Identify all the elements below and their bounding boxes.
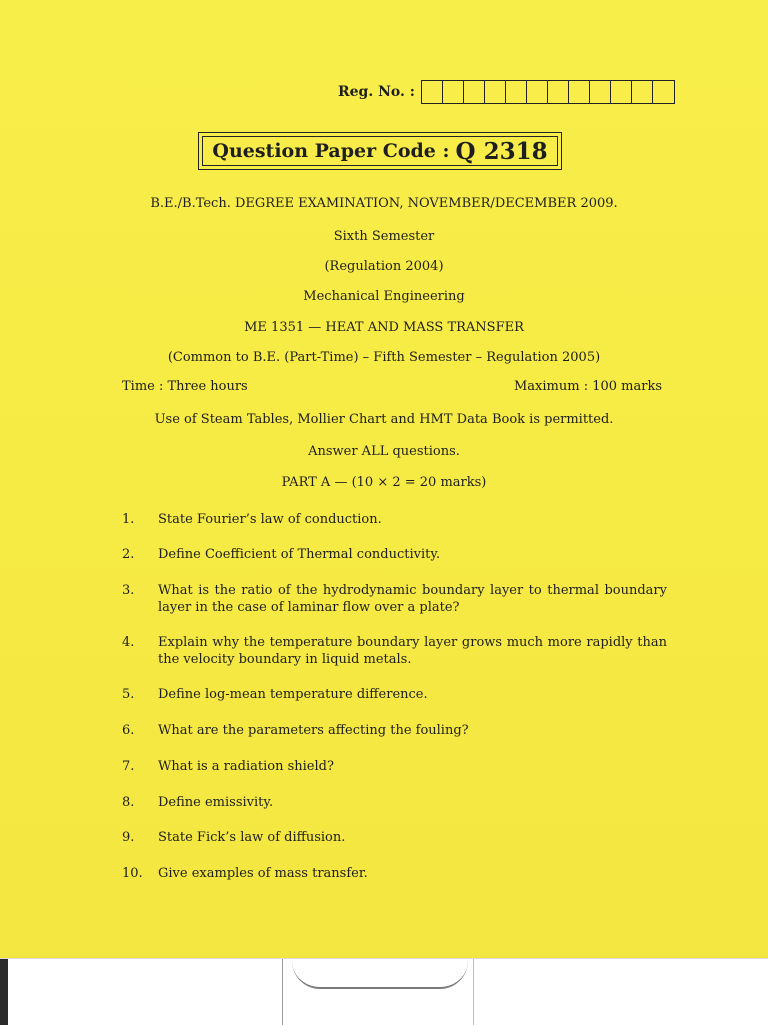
exam-degree-title: B.E./B.Tech. DEGREE EXAMINATION, NOVEMBER/DECEMBER 2009. [150,196,618,211]
question-number: 1. [122,512,135,527]
question-item [122,829,667,846]
question-number: 7. [122,759,135,774]
reg-number-field [338,80,675,104]
question-item [122,758,667,775]
part-a-heading: PART A — (10 × 2 = 20 marks) [281,475,487,490]
question-text: Give examples of mass transfer. [158,866,368,881]
reg-box [464,81,485,103]
question-item [122,546,667,563]
reg-box [611,81,632,103]
exam-time: Time : Three hours [122,379,248,394]
question-text: Define emissivity. [158,795,274,810]
question-number: 5. [122,687,135,702]
reg-box [443,81,464,103]
reg-box [632,81,653,103]
question-item [122,865,667,882]
exam-common-to: (Common to B.E. (Part-Time) – Fifth Semester – Regulation 2005) [167,350,601,365]
reg-box [569,81,590,103]
reg-box [506,81,527,103]
question-paper-code: Q 2318 [455,137,548,165]
question-text: Define log-mean temperature difference. [158,687,428,702]
question-item [122,794,667,811]
exam-semester: Sixth Semester [333,229,435,244]
exam-department: Mechanical Engineering [303,289,465,304]
question-paper-code-label: Question Paper Code : [212,140,450,162]
question-text: What is the ratio of the hydrodynamic boundary layer to thermal boundary layer in the case of laminar flow over a plate? [158,583,667,615]
question-item [122,686,667,703]
exam-max-marks: Maximum : 100 marks [513,379,662,394]
question-item [122,722,667,739]
question-text: Explain why the temperature boundary layer grows much more rapidly than the velocity boundary in liquid metals. [158,635,667,667]
question-number: 8. [122,795,135,810]
question-text: What are the parameters affecting the fouling? [158,723,469,738]
reg-number-boxes [421,80,675,104]
fold-curve [292,961,468,989]
exam-permission-note: Use of Steam Tables, Mollier Chart and HMT Data Book is permitted. [154,412,614,427]
question-text: State Fourier’s law of conduction. [158,512,382,527]
exam-instruction: Answer ALL questions. [308,444,460,459]
reg-number-label: Reg. No. : [338,84,415,100]
question-paper-code-box [198,132,562,170]
question-number: 9. [122,830,135,845]
exam-regulation: (Regulation 2004) [324,259,444,274]
reg-box [590,81,611,103]
question-number: 3. [122,583,135,598]
question-number: 4. [122,635,135,650]
time-marks-row [122,379,662,394]
question-text: What is a radiation shield? [158,759,334,774]
question-text: State Fick’s law of diffusion. [158,830,346,845]
reg-box [527,81,548,103]
question-number: 2. [122,547,135,562]
reg-box [653,81,674,103]
question-text: Define Coefficient of Thermal conductivity. [158,547,441,562]
scanner-bottom-strip [0,958,768,1025]
question-item [122,511,667,528]
scan-edge-shadow [0,959,8,1025]
reg-box [548,81,569,103]
question-number: 6. [122,723,135,738]
reg-box [485,81,506,103]
reg-box [422,81,443,103]
question-number: 10. [122,866,143,881]
exam-subject: ME 1351 — HEAT AND MASS TRANSFER [244,320,524,335]
question-item [122,634,667,668]
question-item [122,582,667,616]
